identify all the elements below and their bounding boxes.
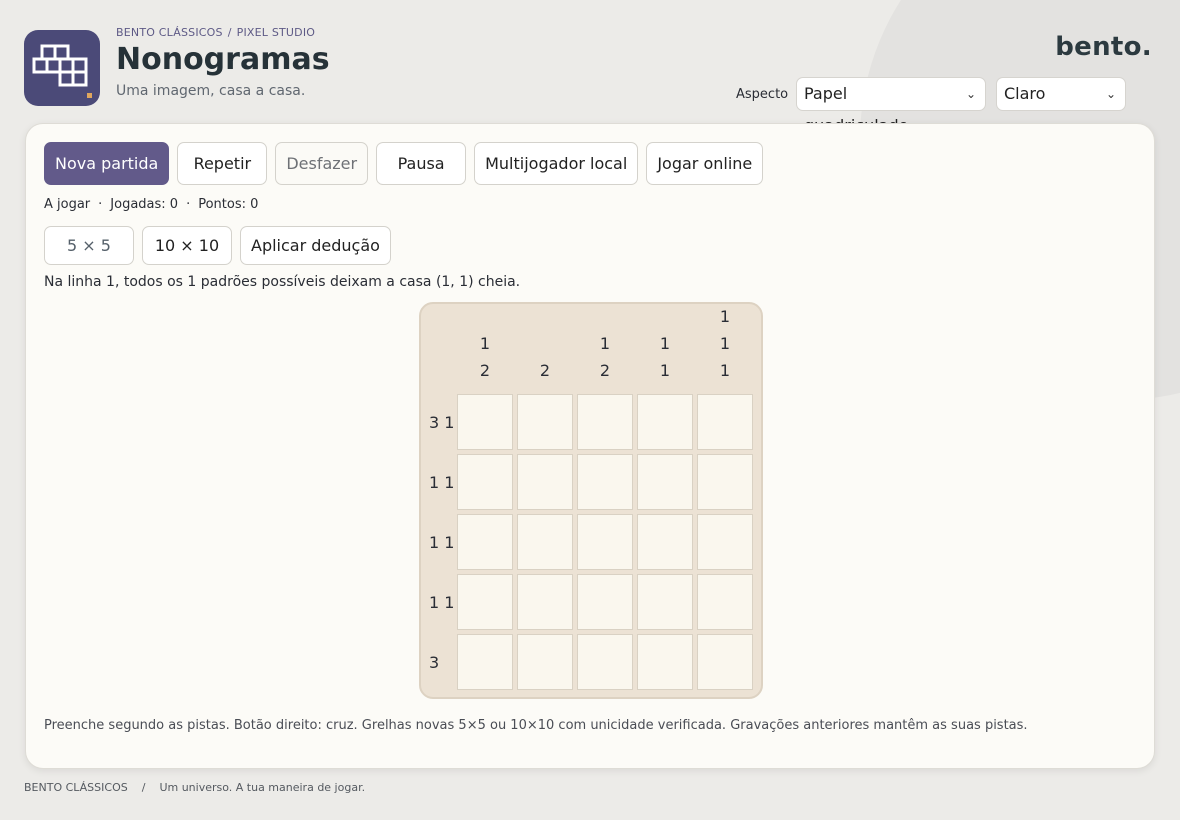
column-clue [697, 304, 753, 384]
grid-cell[interactable] [577, 454, 633, 510]
grid-cell[interactable] [457, 574, 513, 630]
pixel-grid-icon [24, 30, 100, 106]
grid-cell[interactable] [457, 454, 513, 510]
status-points: Pontos: 0 [198, 197, 259, 212]
row-clue: 1 1 [429, 592, 455, 612]
grid-cell[interactable] [577, 514, 633, 570]
page-subtitle: Uma imagem, casa a casa. [116, 83, 306, 99]
grid-cell[interactable] [697, 514, 753, 570]
play-online-button[interactable]: Jogar online [646, 142, 763, 185]
grid-cell[interactable] [697, 454, 753, 510]
grid-cell[interactable] [637, 574, 693, 630]
local-multiplayer-button[interactable]: Multijogador local [474, 142, 638, 185]
new-game-button[interactable]: Nova partida [44, 142, 169, 185]
grid-cell[interactable] [637, 394, 693, 450]
aspect-label: Aspecto [736, 87, 789, 102]
breadcrumb-item[interactable]: BENTO CLÁSSICOS [116, 26, 223, 39]
size-5x5-button[interactable]: 5 × 5 [44, 226, 134, 265]
column-clue [577, 304, 633, 384]
grid-cell[interactable] [517, 574, 573, 630]
grid-cell[interactable] [457, 394, 513, 450]
undo-button[interactable]: Desfazer [275, 142, 368, 185]
column-clue-number: 1 [659, 334, 671, 353]
repeat-button[interactable]: Repetir [177, 142, 267, 185]
grid-cell[interactable] [457, 514, 513, 570]
column-clue [457, 304, 513, 384]
grid-cell[interactable] [577, 634, 633, 690]
grid-cell[interactable] [697, 394, 753, 450]
grid-cell[interactable] [577, 574, 633, 630]
row-clue: 3 [429, 652, 440, 672]
size-10x10-button[interactable]: 10 × 10 [142, 226, 232, 265]
column-clue [637, 304, 693, 384]
theme-select[interactable] [796, 77, 986, 111]
game-status: A jogar · Jogadas: 0 · Pontos: 0 [44, 197, 259, 212]
mode-select[interactable] [996, 77, 1126, 111]
brand-logo[interactable]: bento. [1055, 32, 1152, 62]
row-clue: 1 1 [429, 472, 455, 492]
grid-cell[interactable] [637, 514, 693, 570]
column-clue-number: 1 [719, 361, 731, 380]
instructions-note: Preenche segundo as pistas. Botão direito: cruz. Grelhas novas 5×5 ou 10×10 com unicidade verificada. Gravações anteriores mantêm as suas pistas. [44, 718, 1028, 733]
grid-cell[interactable] [637, 634, 693, 690]
breadcrumb-item[interactable]: PIXEL STUDIO [236, 26, 316, 39]
column-clue-number: 2 [479, 361, 491, 380]
status-moves: Jogadas: 0 [110, 197, 179, 212]
apply-deduction-button[interactable]: Aplicar dedução [240, 226, 391, 265]
grid-cell[interactable] [517, 394, 573, 450]
grid-cell[interactable] [577, 394, 633, 450]
pause-button[interactable]: Pausa [376, 142, 466, 185]
page-title: Nonogramas [116, 42, 330, 77]
grid-cell[interactable] [457, 634, 513, 690]
breadcrumb: BENTO CLÁSSICOS / PIXEL STUDIO [116, 26, 316, 39]
column-clue-number: 2 [599, 361, 611, 380]
size-controls [44, 226, 391, 265]
nonogram-board [419, 302, 763, 699]
footer-brand: BENTO CLÁSSICOS [24, 781, 128, 794]
row-clue: 3 1 [429, 412, 455, 432]
grid-cell[interactable] [697, 634, 753, 690]
game-card [25, 123, 1155, 769]
column-clue-number: 1 [719, 307, 731, 326]
grid-cell[interactable] [637, 454, 693, 510]
grid-cell[interactable] [517, 454, 573, 510]
theme-select-value: Papel [804, 84, 848, 103]
column-clue [517, 304, 573, 384]
deduction-hint: Na linha 1, todos os 1 padrões possíveis deixam a casa (1, 1) cheia. [44, 274, 521, 290]
mode-select-value: Claro [1004, 84, 1046, 103]
game-toolbar [44, 142, 763, 185]
column-clue-number: 1 [479, 334, 491, 353]
column-clue-number: 1 [719, 334, 731, 353]
grid-cell[interactable] [517, 514, 573, 570]
chevron-down-icon: ⌄ [1105, 87, 1116, 101]
footer-tagline: Um universo. A tua maneira de jogar. [159, 781, 366, 794]
column-clue-number: 2 [539, 361, 551, 380]
grid-cell[interactable] [697, 574, 753, 630]
grid-cell[interactable] [517, 634, 573, 690]
chevron-down-icon: ⌄ [965, 87, 976, 101]
column-clue-number: 1 [659, 361, 671, 380]
page-footer: BENTO CLÁSSICOS / Um universo. A tua maneira de jogar. [24, 781, 366, 794]
column-clue-number: 1 [599, 334, 611, 353]
status-state: A jogar [44, 197, 91, 212]
row-clue: 1 1 [429, 532, 455, 552]
page-header [24, 24, 1152, 114]
